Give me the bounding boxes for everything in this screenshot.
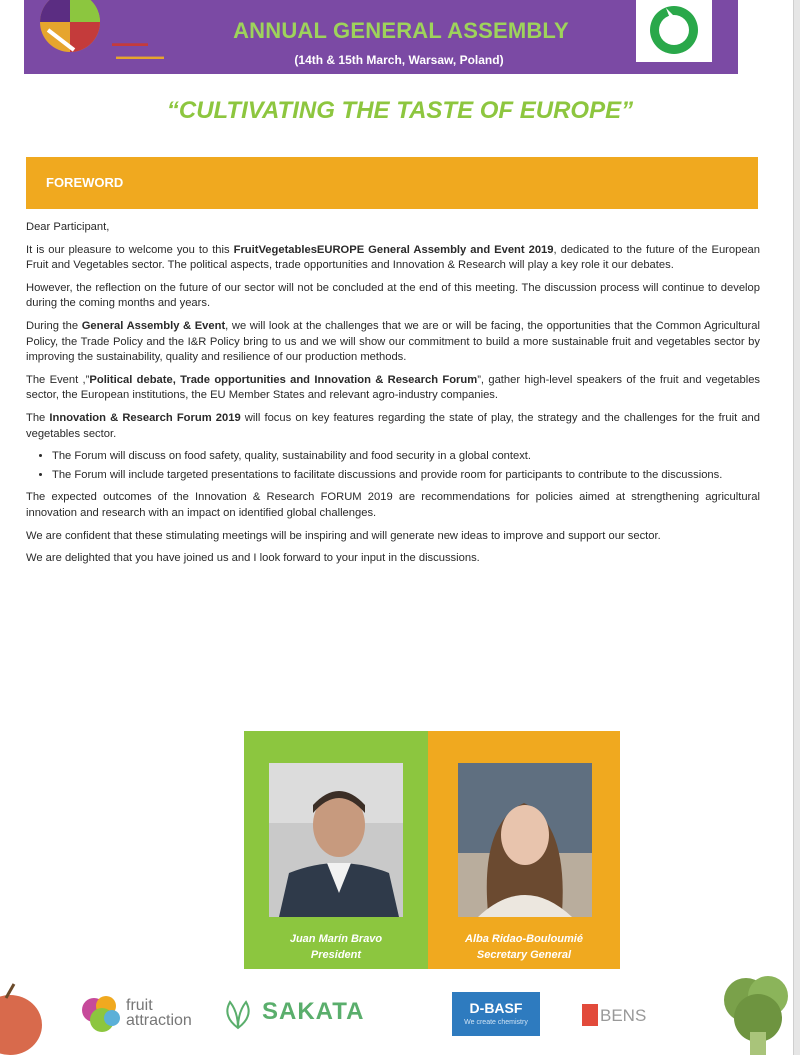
signatory-role: Secretary General xyxy=(476,949,572,961)
logo-text-orange: ▬▬▬▬▬▬ xyxy=(116,52,164,61)
greeting: Dear Participant, xyxy=(26,221,110,233)
foreword-letter xyxy=(26,220,760,574)
list-item: • The Forum will include targeted presentations to facilitate discussions and provide room for participants to contribute to the discussions. xyxy=(52,468,760,484)
signatory-name: Alba Ridao-Bouloumié xyxy=(465,933,583,945)
fruit-attraction-icon xyxy=(78,992,126,1036)
sakata-leaf-icon xyxy=(220,998,256,1030)
banner-title: ANNUAL GENERAL ASSEMBLY xyxy=(233,18,569,43)
signatory-president xyxy=(244,731,428,969)
president-caption xyxy=(244,931,428,963)
signatory-name: Juan Marín Bravo xyxy=(289,933,383,945)
bens-mark-icon xyxy=(582,1004,598,1026)
signatory-role: President xyxy=(310,949,362,961)
apple-illustration xyxy=(0,980,46,1055)
signatory-secretary-general xyxy=(428,731,620,969)
sponsor-strip xyxy=(0,970,800,1055)
paragraph-2: However, the reflection on the future of our sector will not be concluded at the end of this meeting. The discussion process will continue to develop during the coming months and years. xyxy=(26,281,760,310)
paragraph-7: We are confident that these stimulating meetings will be inspiring and will generate new ideas to improve and support our sector. xyxy=(26,529,661,542)
banner-subtitle: (14th & 15th March, Warsaw, Poland) xyxy=(294,53,504,67)
header-banner xyxy=(24,0,738,74)
paragraph-3: During the General Assembly & Event, we will look at the challenges that we are or will be facing, the opportunities that the Common Agricultural Policy, the Trade Policy and the I&R Policy bring to us and we will show our commitment to build a more sustainable fruit and vegetables sector by improving the sustainability, quality and resilience of our production methods. xyxy=(26,319,760,364)
paragraph-8: We are delighted that you have joined us and I look forward to your input in the discussions. xyxy=(26,552,480,565)
foreword-section-header xyxy=(26,157,758,209)
list-item: • The Forum will discuss on food safety, quality, sustainability and food security in a global context. xyxy=(52,449,760,465)
paragraph-5: The Innovation & Research Forum 2019 will focus on key features regarding the state of play, the strategy and the challenges for the fruit and vegetables sector. xyxy=(26,411,760,440)
vertical-scrollbar[interactable] xyxy=(793,0,800,1055)
fruit-attraction-wordmark: fruit attraction xyxy=(126,997,192,1029)
association-logo xyxy=(636,0,712,62)
paragraph-1: It is our pleasure to welcome you to this FruitVegetablesEUROPE General Assembly and Event 2019, dedicated to the future of the European Fruit and Vegetables sector. The political aspects, trade opportunities and Innovation & Research will play a key role it our debates. xyxy=(26,243,760,272)
logo-text-red: ▬▬▬▬ xyxy=(112,38,148,48)
signatories xyxy=(244,731,620,969)
section-heading: FOREWORD xyxy=(46,175,124,190)
broccoli-illustration xyxy=(716,970,794,1055)
paragraph-4: The Event ,”Political debate, Trade opportunities and Innovation & Research Forum”, gather high-level speakers of the fruit and vegetables sector, the European institutions, the EU Member States and relevant agro-industry companies. xyxy=(26,373,761,402)
slogan: “CULTIVATING THE TASTE OF EUROPE” xyxy=(166,97,634,124)
sakata-logo: SAKATA xyxy=(262,998,365,1025)
secretary-general-photo xyxy=(458,763,592,917)
president-photo xyxy=(269,763,403,917)
secretary-general-caption xyxy=(428,931,620,963)
forum-bullet-list xyxy=(26,449,760,483)
bens-logo: BENS xyxy=(600,1006,647,1025)
fruit-attraction-logo xyxy=(78,992,126,1036)
paragraph-6: The expected outcomes of the Innovation & Research FORUM 2019 are recommendations for policies aimed at strengthening agricultural innovation and research with an impact on identified global challenges. xyxy=(26,491,760,519)
basf-logo: D-BASF We create chemistry xyxy=(452,992,540,1036)
